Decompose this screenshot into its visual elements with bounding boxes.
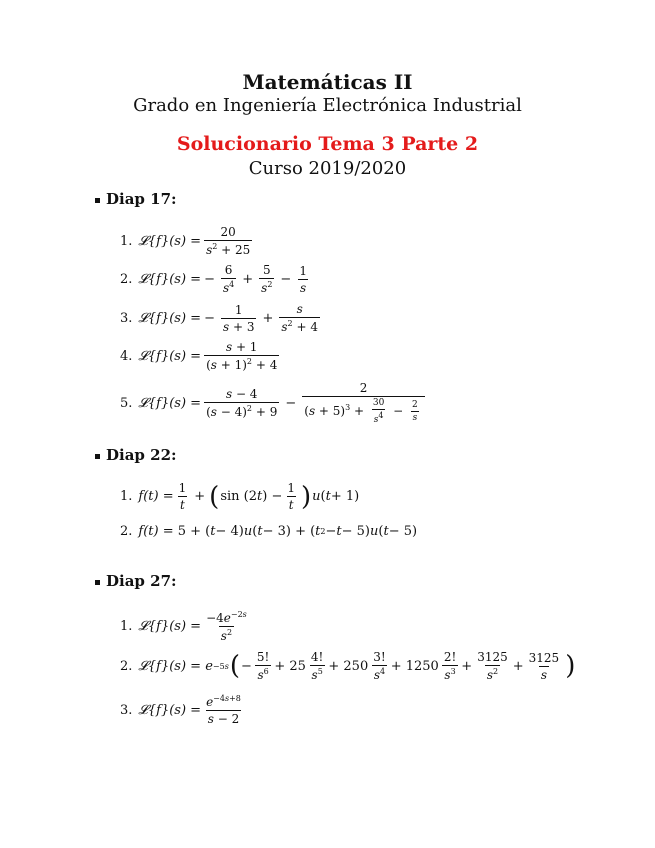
- bullet-icon: [95, 454, 100, 459]
- list-item: 1. 𝓛{f}(s) = $\frac{20}{s^2 + 25}$: [120, 225, 251, 257]
- section-diap-22: Diap 22:: [95, 446, 177, 464]
- solution-title: Solucionario Tema 3 Parte 2: [176, 133, 479, 155]
- fraction: $\frac{20}{s^2 + 25}$: [206, 225, 251, 257]
- list-item: 2. 𝓛{f}(s) = e −5s ( − $\frac{5!}{s^6}$ + 25 $\frac{4!}{s^5}$ + 250 $\frac{3!}{s^4}$ + 1250 $\frac{2!}{s^3}$ + $\frac{3125}{s^2}$ + $\frac{3125}{s}$ ): [120, 650, 576, 682]
- list-item: 1. f(t) = $\frac{1}{t}$ + ( sin (2 t ) − $\frac{1}{t}$ ) u ( t + 1): [120, 481, 360, 512]
- doc-title: Matemáticas II: [242, 70, 413, 94]
- list-item: 3. 𝓛{f}(s) = $\frac{e^{-4s+8}}{s - 2}$: [120, 694, 241, 726]
- list-item: 2. f(t) = 5 + ( t − 4) u ( t − 3) + ( t 2 − t − 5) u ( t − 5): [120, 524, 418, 539]
- section-diap-17: Diap 17:: [95, 190, 177, 208]
- section-diap-27: Diap 27:: [95, 572, 177, 590]
- list-item: 4. 𝓛{f}(s) = $\frac{s + 1}{(s + 1)^2 + 4}$: [120, 340, 278, 372]
- list-item: 3. 𝓛{f}(s) = − $\frac{1}{s + 3}$ + $\frac{s}{s^2 + 4}$: [120, 302, 318, 334]
- list-item: 2. 𝓛{f}(s) = − $\frac{6}{s^4}$ + $\frac{5}{s^2}$ − $\frac{1}{s}$: [120, 263, 307, 295]
- bullet-icon: [95, 198, 100, 203]
- doc-subtitle: Grado en Ingeniería Electrónica Industrial: [133, 95, 522, 116]
- list-item: 5. 𝓛{f}(s) = $\frac{s - 4}{(s - 4)^2 + 9}$ − 2 $(s + 5)^3$ + $\frac{30}{s^4}$ − $\frac{2}{s}$: [120, 381, 428, 425]
- bullet-icon: [95, 580, 100, 585]
- list-item: 1. 𝓛{f}(s) = $\frac{-4e^{-2s}}{s^2}$: [120, 610, 247, 643]
- course-year: Curso 2019/2020: [248, 158, 407, 179]
